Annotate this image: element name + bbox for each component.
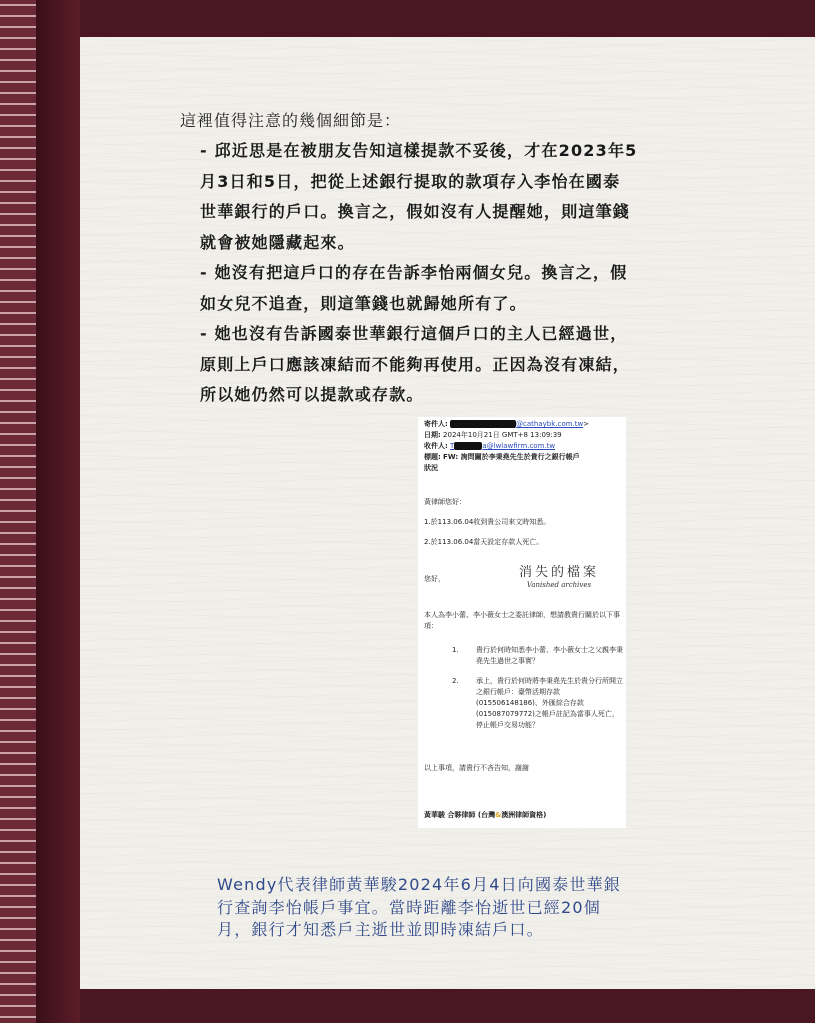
email-link[interactable]: a@lwlawfirm.com.tw — [482, 442, 556, 450]
email-line: 1.於113.06.04收到貴公司來文時知悉。 — [424, 518, 551, 526]
bullet-line: 原則上戶口應該凍結而不能夠再使用。正因為沒有凍結， — [200, 354, 631, 374]
email-greeting: 黃律師您好： — [424, 498, 466, 506]
email-header — [424, 419, 624, 474]
question-1: 貴行於何時知悉李小蕾、李小薇女士之父親李秉堯先生過世之事實？ — [476, 646, 623, 665]
question-number: 1. — [452, 646, 459, 654]
email-closing: 以上事項，請貴行不吝告知，謝謝 — [424, 764, 529, 772]
email-hello: 您好， — [424, 575, 445, 583]
email-to: 收件人: T a@lwlawfirm.com.tw — [424, 442, 556, 450]
bullet-line: 所以她仍然可以提款或存款。 — [200, 385, 424, 404]
question-2: 承上，貴行於何時將李秉堯先生於貴分行所開立之銀行帳戶：臺幣活期存款(015506148186)、外匯綜合存款(015087079772)之帳戶註記為當事人死亡，停止帳戶交易功能？ — [476, 677, 623, 729]
email-link[interactable]: @cathaybk.com.tw — [516, 420, 584, 428]
caption-line: 行查詢李怡帳戶事宜。當時距離李怡逝世已經20個 — [217, 897, 601, 917]
email-screenshot — [418, 417, 626, 828]
page-binding — [0, 0, 36, 1023]
caption-line: 月，銀行才知悉戶主逝世並即時凍結戶口。 — [217, 920, 544, 939]
email-from: 寄件人: @cathaybk.com.tw> — [424, 420, 590, 428]
caption-line: Wendy代表律師黃華駿2024年6月4日向國泰世華銀 — [217, 875, 621, 894]
vanished-archives-logo: 消失的檔案 Vanished archives — [518, 565, 599, 589]
bullet-line: 如女兒不追查，則這筆錢也就歸她所有了。 — [200, 293, 527, 313]
redaction-bar — [450, 420, 516, 428]
bullet-line: 世華銀行的戶口。換言之，假如沒有人提醒她，則這筆錢 — [200, 202, 631, 221]
binding-shadow — [36, 0, 80, 1023]
email-signature: 黃華駿 合夥律師 (台灣&澳洲律師資格) — [424, 811, 547, 819]
caption — [217, 874, 637, 942]
bullet-line: - 她沒有把這戶口的存在告訴李怡兩個女兒。換言之，假 — [200, 263, 628, 282]
email-body-intro: 本人為李小蕾、李小薇女士之委託律師，想請教貴行關於以下事項： — [424, 611, 620, 630]
email-subject-cont: 狀況 — [424, 464, 438, 472]
bullet-line: - 邱近思是在被朋友告知這樣提款不妥後，才在2023年5 — [200, 141, 638, 160]
bullet-line: 就會被她隱藏起來。 — [200, 232, 355, 252]
bullet-line: 月3日和5日，把從上述銀行提取的款項存入李怡在國泰 — [200, 171, 621, 191]
bullet-list — [200, 136, 640, 411]
email-line: 2.於113.06.04當天設定存款人死亡。 — [424, 538, 544, 546]
email-subject: 標題: FW: 詢問關於李秉堯先生於貴行之銀行帳戶 — [424, 453, 580, 461]
email-date: 日期: 2024年10月21日 GMT+8 13:09:39 — [424, 431, 562, 439]
intro-text: 這裡值得注意的幾個細節是： — [180, 111, 402, 130]
bullet-line: - 她也沒有告訴國泰世華銀行這個戶口的主人已經過世， — [200, 324, 628, 343]
redaction-bar — [454, 442, 482, 450]
question-number: 2. — [452, 677, 459, 685]
